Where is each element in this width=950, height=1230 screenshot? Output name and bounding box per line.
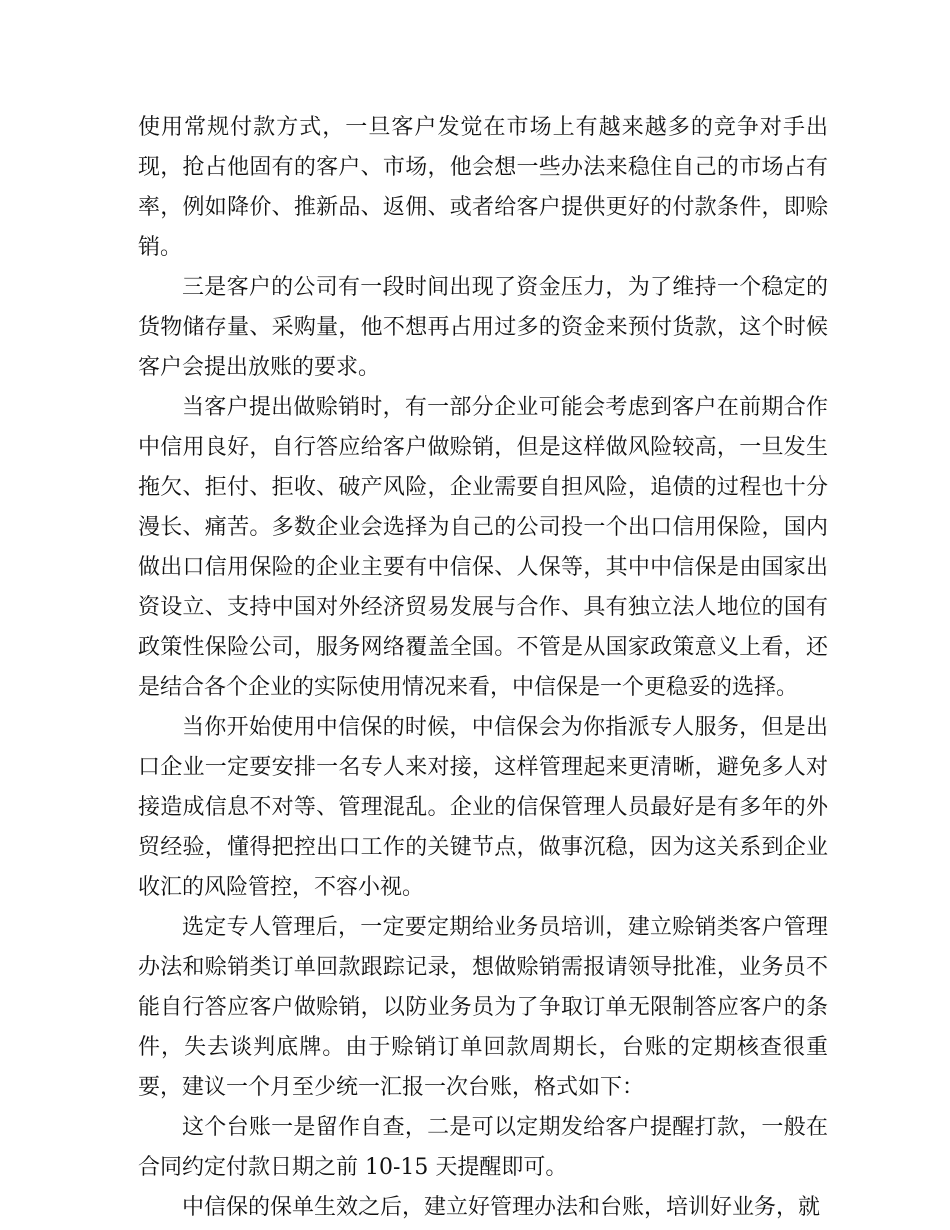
paragraph-6: 这个台账一是留作自查，二是可以定期发给客户提醒打款，一般在合同约定付款日期之前 10-15 天提醒即可。 xyxy=(138,1115,828,1180)
paragraph-5: 选定专人管理后，一定要定期给业务员培训，建立赊销类客户管理办法和赊销类订单回款跟踪记录，想做赊销需报请领导批准，业务员不能自行答应客户做赊销，以防业务员为了争取订单无限制答应客户的条件，失去谈判底牌。由于赊销订单回款周期长，台账的定期核查很重要，建议一个月至少统一汇报一次台账，格式如下： xyxy=(138,915,828,1100)
paragraph-3: 当客户提出做赊销时，有一部分企业可能会考虑到客户在前期合作中信用良好，自行答应给客户做赊销，但是这样做风险较高，一旦发生拖欠、拒付、拒收、破产风险，企业需要自担风险，追债的过程也十分漫长、痛苦。多数企业会选择为自己的公司投一个出口信用保险，国内做出口信用保险的企业主要有中信保、人保等，其中中信保是由国家出资设立、支持中国对外经济贸易发展与合作、具有独立法人地位的国有政策性保险公司，服务网络覆盖全国。不管是从国家政策意义上看，还是结合各个企业的实际使用情况来看，中信保是一个更稳妥的选择。 xyxy=(138,395,828,700)
paragraph-2: 三是客户的公司有一段时间出现了资金压力，为了维持一个稳定的货物储存量、采购量，他不想再占用过多的资金来预付货款，这个时候客户会提出放账的要求。 xyxy=(138,275,828,380)
paragraph-7: 中信保的保单生效之后，建立好管理办法和台账，培训好业务，就 xyxy=(182,1195,821,1220)
document-body xyxy=(138,108,828,1228)
paragraph-1: 使用常规付款方式，一旦客户发觉在市场上有越来越多的竞争对手出现，抢占他固有的客户、市场，他会想一些办法来稳住自己的市场占有率，例如降价、推新品、返佣、或者给客户提供更好的付款条件，即赊销。 xyxy=(138,115,828,260)
paragraph-4: 当你开始使用中信保的时候，中信保会为你指派专人服务，但是出口企业一定要安排一名专人来对接，这样管理起来更清晰，避免多人对接造成信息不对等、管理混乱。企业的信保管理人员最好是有多年的外贸经验，懂得把控出口工作的关键节点，做事沉稳，因为这关系到企业收汇的风险管控，不容小视。 xyxy=(138,715,828,900)
